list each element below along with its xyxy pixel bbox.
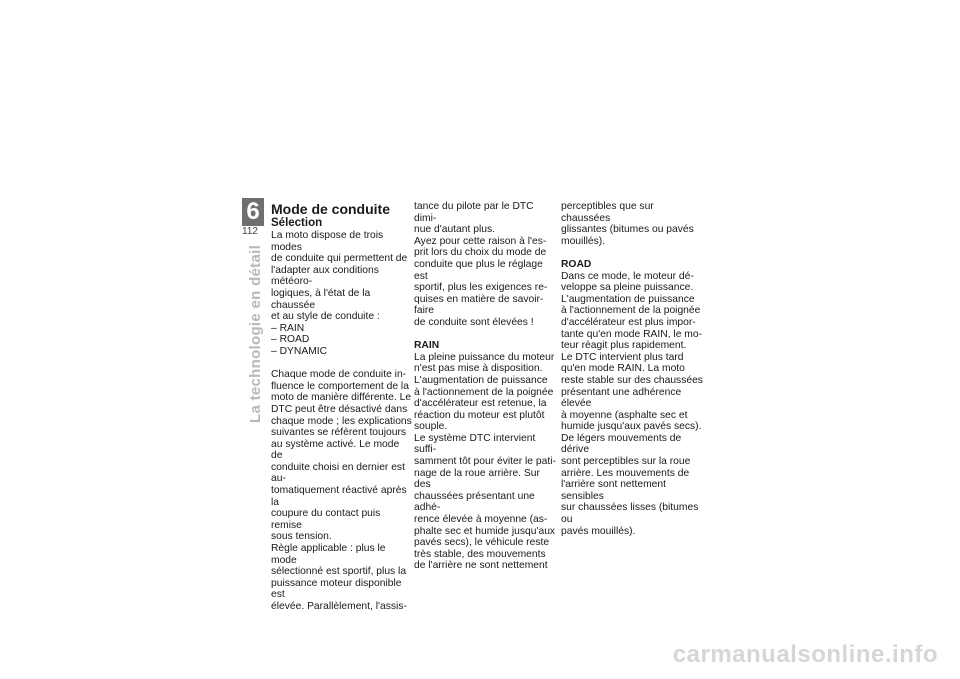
rain-paragraph: La pleine puissance du moteur n'est pas mise à disposition. L'augmentation de puissance à l'actionnement de la poignée d'accélérateur est retenue, la réaction du moteur est plutôt souple. Le système DTC intervient suffi- samment tôt pour éviter le pati- nage de la roue arrière. Sur des chaussées présentant une adhé- rence élevée à moyenne (as- phalte sec et humide jusqu'aux pavés secs), le véhicule reste très stable, des mouvements de l'arrière ne sont nettement	[414, 351, 556, 572]
road-heading: ROAD	[561, 258, 592, 270]
continuation-paragraph: perceptibles que sur chaussées glissantes (bitumes ou pavés mouillés).	[561, 201, 694, 247]
section-heading: Mode de conduite	[271, 201, 390, 217]
section-subheading: Sélection	[271, 217, 323, 229]
rain-heading: RAIN	[414, 340, 440, 352]
modes-paragraph: Chaque mode de conduite in- fluence le comportement de la moto de manière différente. Le DTC peut être désactivé dans chaque mode ; les explications suivantes se réfèrent toujours au système activé. Le mode de conduite choisi en dernier est au- tomatiquement réactivé après la coupure du contact puis remise sous tension. Règle applicable : plus le mode sélectionné est sportif, plus la puissance moteur disponible est élevée. Parallèlement, l'assis-	[271, 369, 412, 612]
intro-paragraph: La moto dispose de trois modes de conduite qui permettent de l'adapter aux conditions météoro- logiques, à l'état de la chaussée et au style de conduite :	[271, 230, 408, 323]
road-paragraph: Dans ce mode, le moteur dé- veloppe sa pleine puissance. L'augmentation de puissance à l'actionnement de la poignée d'accélérateur est plus impor- tante qu'en mode RAIN, le mo- teur réagit plus rapidement. Le DTC intervient plus tard qu'en mode RAIN. La moto reste stable sur des chaussées présentant une adhérence élevée à moyenne (asphalte sec et humide jusqu'aux pavés secs). De légers mouvements de dérive sont perceptibles sur la roue arrière. Les mouvements de l'arrière sont nettement sensibles sur chaussées lisses (bitumes ou pavés mouillés).	[561, 270, 703, 537]
text-column-2	[414, 201, 556, 572]
watermark: carmanualsonline.info	[672, 641, 938, 668]
page-number: 112	[242, 226, 258, 237]
text-column-3	[561, 201, 704, 537]
list-item: – RAIN	[271, 323, 413, 335]
list-item: – ROAD	[271, 334, 413, 346]
list-item: – DYNAMIC	[271, 346, 413, 358]
continuation-paragraph: tance du pilote par le DTC dimi- nue d'autant plus. Ayez pour cette raison à l'es- prit lors du choix du mode de conduite que plus le réglage est sportif, plus les exigences re- quises en matière de savoir-faire de conduite sont élevées !	[414, 201, 548, 328]
text-column-1	[271, 201, 413, 613]
mode-list	[271, 323, 413, 358]
chapter-side-title: La technologie en détail	[247, 244, 264, 423]
chapter-number-badge: 6	[242, 198, 264, 226]
